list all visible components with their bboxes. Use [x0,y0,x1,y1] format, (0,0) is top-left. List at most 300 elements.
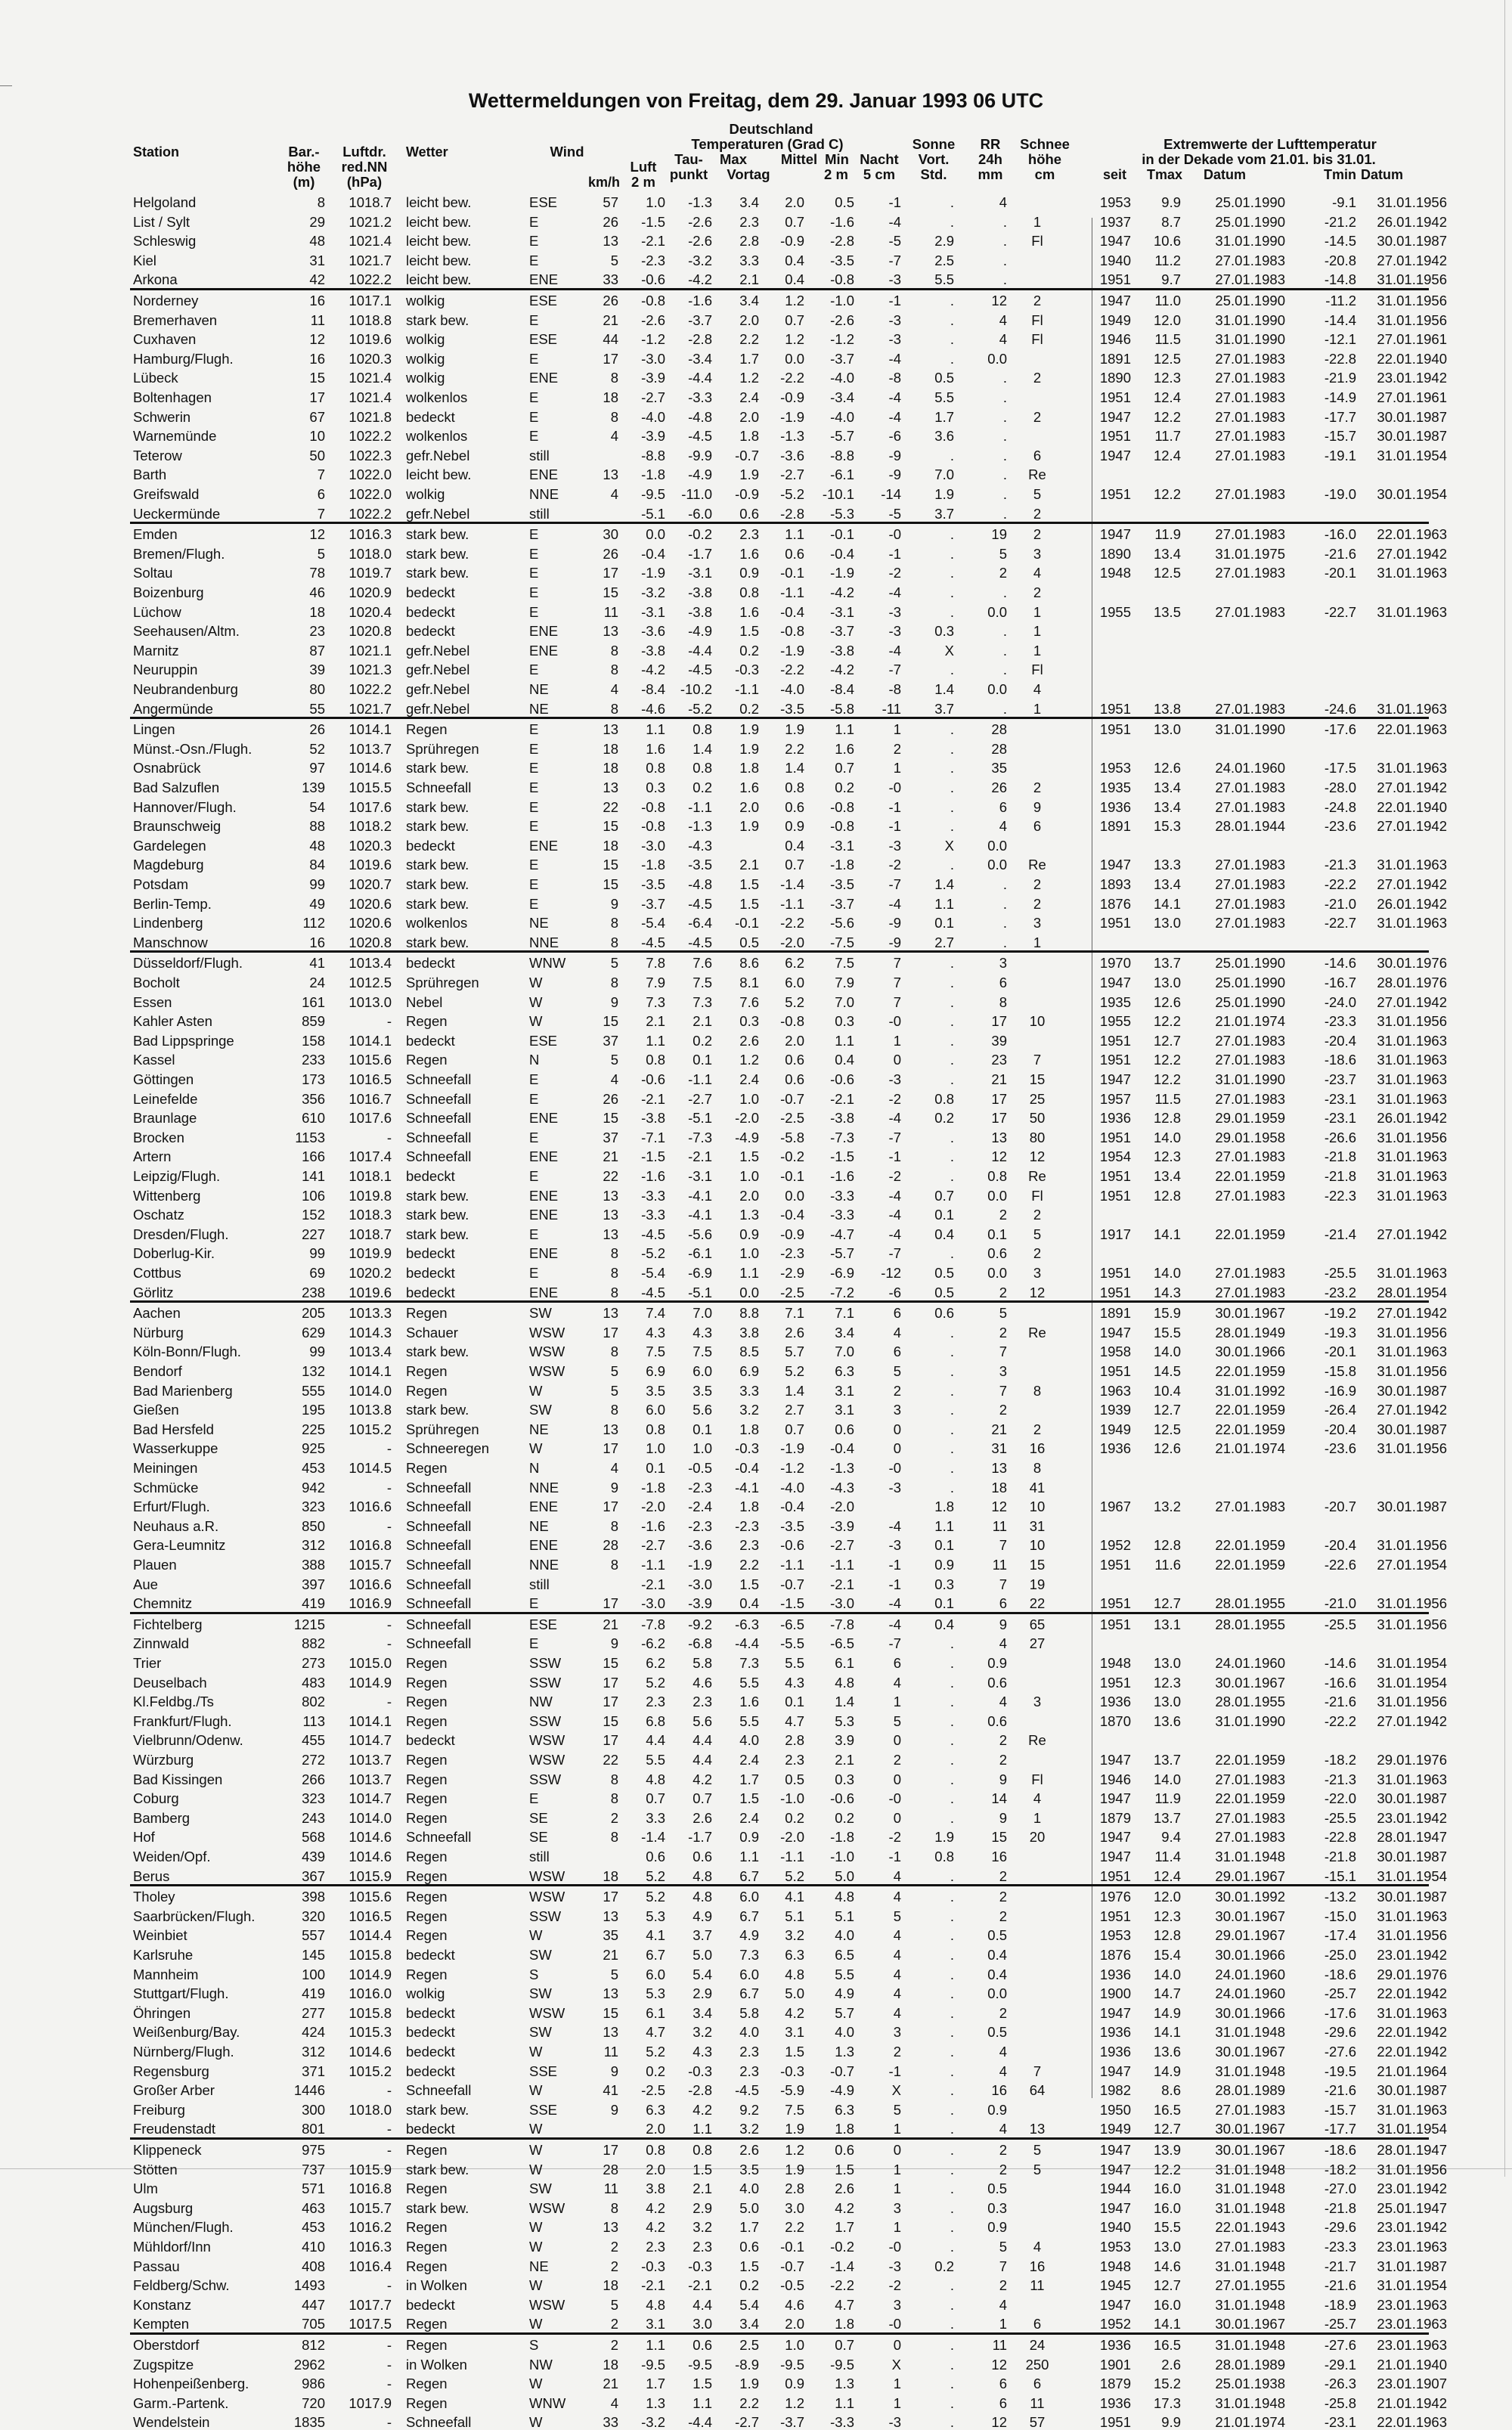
cell-barometer-height: 46 [309,584,325,600]
cell-dew-point: -2.6 [688,233,712,250]
cell-dew-point: -3.1 [688,1168,712,1184]
cell-wind-speed: 21 [603,1947,618,1963]
cell-dew-point: 1.0 [692,1440,712,1457]
cell-weather: leicht bew. [406,194,472,210]
cell-precip-24h: 7 [999,2258,1007,2274]
cell-dew-point: -1.9 [688,1557,712,1573]
cell-precip-24h: 0.9 [987,2219,1007,2236]
cell-max-prev-day: 2.2 [739,1557,759,1573]
cell-station: Zugspitze [133,2356,194,2373]
cell-station: Neuruppin [133,662,198,678]
cell-weather: Schneefall [406,1090,472,1107]
cell-tmin: -15.8 [1324,1363,1356,1379]
cell-dew-point: -3.4 [688,350,712,367]
cell-tmax: 12.0 [1153,311,1181,328]
cell-min-2m: 0.3 [835,1771,854,1787]
cell-sunshine: . [950,975,954,990]
cell-dew-point: 5.8 [692,1655,712,1671]
cell-tmax: 14.7 [1153,1985,1181,2002]
cell-weather: wolkenlos [406,428,468,445]
cell-max-prev-day: -8.9 [735,2356,759,2373]
cell-snow-depth: Re [1028,466,1046,483]
cell-mean-temp: -0.5 [780,2277,804,2294]
cell-station: Lindenberg [133,915,203,931]
cell-tmin-date: 30.01.1987 [1377,233,1447,250]
cell-tmin-date: 22.01.1942 [1377,1985,1447,2002]
cell-wind-speed: 18 [603,2277,618,2294]
cell-tmax: 13.8 [1153,700,1181,717]
cell-barometer-height: 97 [309,760,325,776]
cell-wind-speed: 17 [603,1674,618,1691]
header-schnee-2: höhe [1027,151,1062,167]
cell-wind-speed: 13 [603,1908,618,1924]
cell-pressure: 1020.6 [349,895,392,912]
cell-pressure: 1016.6 [349,1576,392,1592]
cell-tmin-date: 23.01.1942 [1377,2180,1447,2197]
cell-barometer-height: 277 [302,2004,325,2021]
cell-sunshine: 0.3 [934,623,954,640]
cell-min-2m: -3.1 [830,837,854,854]
cell-sunshine: . [950,1927,954,1944]
cell-dew-point: 0.1 [692,1421,712,1437]
cell-tmin-date: 27.01.1942 [1377,252,1447,268]
cell-weather: Regen [406,2394,448,2411]
cell-sunshine: . [950,1324,954,1341]
cell-barometer-height: 145 [302,1947,325,1963]
cell-air-temp: -0.8 [641,293,665,308]
cell-since-year: 1947 [1099,233,1131,250]
cell-wind-direction: W [529,993,543,1010]
cell-mean-temp: 2.7 [785,1402,804,1418]
cell-tmin-date: 22.01.1940 [1377,798,1447,815]
cell-since-year: 1955 [1099,603,1131,620]
cell-max-prev-day: 1.9 [739,818,759,835]
cell-tmax-date: 25.01.1990 [1215,975,1285,990]
cell-tmax: 14.1 [1153,2316,1181,2332]
cell-weather: bedeckt [406,955,455,972]
cell-tmax-date: 22.01.1959 [1215,1537,1285,1554]
cell-pressure: 1013.7 [349,1752,392,1768]
cell-mean-temp: -1.9 [780,1440,804,1457]
cell-barometer-height: 158 [302,1032,325,1049]
cell-mean-temp: 5.0 [785,1985,804,2002]
cell-air-temp: 0.8 [646,760,665,776]
cell-night-5cm: -2 [888,857,901,873]
cell-precip-24h: 2 [999,1908,1007,1924]
cell-min-2m: 0.5 [835,194,854,210]
cell-wind-direction: WSW [529,2004,565,2021]
cell-barometer-height: 1215 [293,1616,325,1632]
cell-since-year: 1949 [1099,2121,1131,2137]
cell-sunshine: . [950,1402,954,1418]
cell-station: Cuxhaven [133,331,197,348]
cell-station: Bamberg [133,1809,191,1826]
cell-wind-direction: W [529,2142,543,2158]
cell-station: Karlsruhe [133,1947,194,1963]
cell-wind-speed: 17 [603,1324,618,1341]
cell-pressure: 1019.6 [349,331,392,348]
cell-mean-temp: 1.2 [785,2142,804,2158]
cell-snow-depth: 2 [1033,895,1042,912]
cell-snow-depth: 8 [1033,1460,1042,1476]
cell-tmax: 12.3 [1153,370,1181,386]
cell-weather: Regen [406,1966,448,1982]
cell-max-prev-day: 1.5 [739,623,759,640]
cell-tmax: 14.0 [1153,1129,1181,1145]
cell-dew-point: -2.1 [688,1148,712,1165]
cell-mean-temp: 0.4 [785,271,804,288]
cell-barometer-height: 273 [302,1655,325,1671]
cell-station: Bad Salzuflen [133,780,220,795]
cell-weather: stark bew. [406,818,469,835]
cell-barometer-height: 1493 [293,2277,325,2294]
cell-tmin: -20.7 [1324,1499,1356,1515]
cell-night-5cm: 2 [893,2044,901,2060]
cell-min-2m: -1.0 [830,1849,854,1864]
cell-barometer-height: 23 [309,623,325,640]
cell-tmin: -23.7 [1324,1071,1356,1087]
cell-tmax: 12.7 [1153,1402,1181,1418]
cell-dew-point: -4.9 [688,466,712,483]
cell-tmax-date: 27.01.1983 [1215,857,1285,873]
cell-wind-direction: SSW [529,1655,562,1671]
cell-tmax-date: 27.01.1983 [1215,1284,1285,1300]
cell-air-temp: 1.1 [646,2337,665,2353]
cell-wind-speed: 11 [603,2044,618,2060]
cell-weather: Schneefall [406,1148,472,1165]
cell-tmax-date: 22.01.1959 [1215,1790,1285,1807]
cell-mean-temp: 5.2 [785,1867,804,1884]
cell-mean-temp: -3.5 [780,1517,804,1534]
cell-min-2m: -2.8 [830,233,854,250]
cell-max-prev-day: 2.4 [739,1752,759,1768]
cell-weather: Regen [406,2180,448,2197]
cell-since-year: 1951 [1099,721,1131,738]
cell-tmax: 9.9 [1161,194,1181,210]
cell-air-temp: -1.1 [641,1557,665,1573]
cell-tmin: -21.8 [1324,1168,1356,1184]
cell-wind-direction: W [529,975,543,990]
cell-tmin-date: 31.01.1963 [1377,603,1447,620]
cell-min-2m: 0.6 [835,1421,854,1437]
cell-wind-direction: still [529,505,550,522]
cell-snow-depth: 25 [1029,1090,1046,1107]
cell-wind-speed: 13 [603,466,618,483]
cell-mean-temp: 2.0 [785,1032,804,1049]
cell-air-temp: 4.2 [646,2219,665,2236]
cell-air-temp: 7.4 [646,1305,665,1322]
cell-pressure: 1022.2 [349,505,392,522]
cell-min-2m: -1.5 [830,1148,854,1165]
cell-precip-24h: . [1002,662,1007,678]
cell-dew-point: 3.2 [692,2024,712,2041]
cell-night-5cm: 1 [893,2394,901,2411]
cell-pressure: - [386,2277,392,2294]
cell-tmax: 11.5 [1154,331,1181,348]
cell-station: Lingen [133,721,175,738]
cell-precip-24h: . [1002,233,1007,250]
cell-tmax: 13.0 [1153,975,1181,990]
cell-air-temp: -1.5 [641,1148,665,1165]
cell-precip-24h: 13 [991,1129,1007,1145]
cell-precip-24h: 9 [999,1809,1007,1826]
cell-mean-temp: -1.4 [780,876,804,892]
cell-snow-depth: 1 [1033,623,1042,640]
cell-since-year: 1935 [1099,780,1131,795]
cell-air-temp: -0.3 [641,2258,665,2274]
cell-min-2m: 6.5 [835,1947,854,1963]
cell-min-2m: -5.7 [830,428,854,445]
cell-max-prev-day: 6.9 [739,1363,759,1379]
cell-barometer-height: 205 [302,1305,325,1322]
cell-wind-direction: SSE [529,2101,558,2118]
cell-tmax: 14.1 [1153,2024,1181,2041]
cell-tmax-date: 25.01.1990 [1215,213,1285,230]
cell-dew-point: -1.1 [688,1071,712,1087]
cell-air-temp: 0.1 [646,1460,665,1476]
cell-tmin: -22.3 [1324,1187,1356,1204]
cell-wind-direction: ESE [529,331,558,348]
cell-max-prev-day: 7.6 [739,993,759,1010]
cell-night-5cm: -3 [888,623,901,640]
header-bar-1: Bar.- [288,144,320,160]
cell-since-year: 1901 [1099,2356,1131,2373]
cell-mean-temp: 1.0 [785,2337,804,2353]
cell-min-2m: -0.4 [830,545,854,562]
cell-precip-24h: 0.1 [987,1226,1007,1242]
cell-sunshine: 0.6 [934,1305,954,1322]
cell-air-temp: 3.1 [646,2316,665,2332]
cell-station: Bremerhaven [133,311,218,328]
cell-mean-temp: 7.5 [785,2101,804,2118]
cell-dew-point: -2.3 [688,1479,712,1496]
cell-air-temp: -3.7 [641,895,665,912]
cell-sunshine: 3.7 [934,700,954,717]
cell-since-year: 1950 [1099,2101,1131,2118]
cell-barometer-height: 323 [302,1499,325,1515]
cell-pressure: 1015.7 [349,1557,392,1573]
cell-weather: bedeckt [406,623,455,640]
cell-min-2m: -1.9 [830,565,854,581]
cell-max-prev-day: 1.7 [739,1771,759,1787]
page-title: Wettermeldungen von Freitag, dem 29. Januar 1993 06 UTC [468,89,1044,112]
cell-dew-point: -5.1 [688,1110,712,1127]
cell-station: Deuselbach [133,1674,207,1691]
cell-pressure: 1014.9 [349,1674,392,1691]
cell-max-prev-day: 2.4 [739,389,759,405]
cell-precip-24h: 28 [991,740,1007,757]
cell-station: Münst.-Osn./Flugh. [133,740,253,757]
cell-station: Barth [133,466,167,483]
cell-precip-24h: 4 [999,1635,1007,1652]
cell-pressure: 1021.4 [349,233,392,250]
cell-precip-24h: 19 [991,526,1007,543]
cell-mean-temp: 1.1 [785,526,804,543]
cell-tmax-date: 25.01.1938 [1215,2376,1285,2392]
cell-pressure: 1018.7 [349,1226,392,1242]
cell-tmin-date: 31.01.1956 [1377,1129,1447,1145]
cell-tmax-date: 27.01.1983 [1215,526,1285,543]
cell-night-5cm: -5 [888,505,901,522]
cell-weather: Regen [406,1460,448,1476]
cell-tmax-date: 24.01.1960 [1215,760,1285,776]
cell-snow-depth: 6 [1033,2376,1042,2392]
cell-dew-point: -4.5 [688,428,712,445]
cell-tmin: -20.4 [1324,1421,1356,1437]
cell-tmin: -29.6 [1324,2219,1356,2236]
cell-station: Stuttgart/Flugh. [133,1985,229,2002]
cell-dew-point: 4.4 [692,1732,712,1749]
cell-tmax-date: 29.01.1959 [1215,1110,1285,1127]
cell-mean-temp: -0.1 [780,565,804,581]
cell-sunshine: . [950,1889,954,1905]
cell-min-2m: -3.1 [830,603,854,620]
cell-air-temp: -4.6 [641,700,665,717]
cell-sunshine: . [950,331,954,348]
cell-weather: Regen [406,1712,448,1729]
cell-tmin-date: 31.01.1963 [1377,1071,1447,1087]
cell-tmin-date: 31.01.1963 [1377,1168,1447,1184]
cell-air-temp: 1.0 [646,1440,665,1457]
cell-tmax: 13.7 [1153,955,1181,972]
cell-station: Soltau [133,565,173,581]
cell-tmax: 15.4 [1153,1947,1181,1963]
cell-mean-temp: 0.0 [785,1187,804,1204]
cell-min-2m: 3.1 [835,1382,854,1399]
cell-mean-temp: -0.9 [780,389,804,405]
cell-tmax: 11.9 [1154,1790,1181,1807]
cell-air-temp: 0.3 [646,780,665,795]
cell-station: Bad Hersfeld [133,1421,214,1437]
cell-tmax-date: 30.01.1966 [1215,1947,1285,1963]
cell-tmax: 12.8 [1153,1110,1181,1127]
cell-night-5cm: 0 [893,1732,901,1749]
cell-station: Bremen/Flugh. [133,545,225,562]
cell-wind-direction: WSW [529,1344,565,1360]
cell-min-2m: -2.6 [830,311,854,328]
cell-weather: Schneefall [406,1616,472,1632]
cell-night-5cm: -6 [888,1284,901,1300]
cell-air-temp: -2.0 [641,1499,665,1515]
cell-since-year: 1948 [1099,1655,1131,1671]
header-tmin: Tmin [1324,167,1356,182]
cell-precip-24h: 5 [999,2239,1007,2255]
cell-tmin-date: 27.01.1942 [1377,818,1447,835]
cell-wind-speed: 13 [603,623,618,640]
cell-wind-direction: W [529,2239,543,2255]
header-wind: Wind [550,144,584,160]
cell-tmin: -12.1 [1324,331,1356,348]
cell-pressure: 1018.1 [349,1168,392,1184]
cell-max-prev-day: 1.0 [739,1168,759,1184]
cell-night-5cm: -7 [888,1129,901,1145]
cell-precip-24h: 16 [991,2082,1007,2099]
cell-min-2m: 0.2 [835,1809,854,1826]
cell-night-5cm: 6 [893,1305,901,1322]
cell-night-5cm: -0 [888,2239,901,2255]
cell-barometer-height: 16 [309,293,325,308]
cell-min-2m: 4.8 [835,1889,854,1905]
cell-night-5cm: -1 [888,798,901,815]
cell-night-5cm: -3 [888,331,901,348]
cell-snow-depth: 4 [1033,565,1042,581]
cell-air-temp: 0.6 [646,1849,665,1864]
cell-min-2m: 5.5 [835,1966,854,1982]
cell-air-temp: -3.8 [641,642,665,659]
cell-air-temp: 1.1 [646,1032,665,1049]
cell-min-2m: -0.8 [830,271,854,288]
cell-weather: wolkenlos [406,389,468,405]
cell-dew-point: 5.4 [692,1966,712,1982]
cell-night-5cm: 1 [893,2180,901,2197]
cell-tmin-date: 23.01.1942 [1377,2219,1447,2236]
cell-min-2m: -4.0 [830,370,854,386]
cell-dew-point: 0.7 [692,1790,712,1807]
cell-weather: gefr.Nebel [406,662,470,678]
cell-sunshine: . [950,2180,954,2197]
cell-min-2m: 2.6 [835,2180,854,2197]
cell-sunshine: . [950,2101,954,2118]
cell-wind-direction: N [529,1460,540,1476]
cell-weather: stark bew. [406,895,469,912]
cell-night-5cm: -2 [888,2277,901,2294]
cell-max-prev-day: -0.7 [735,447,759,463]
cell-max-prev-day: 8.1 [739,975,759,990]
cell-precip-24h: 0.4 [987,1947,1007,1963]
cell-max-prev-day: 7.3 [739,1947,759,1963]
cell-tmin-date: 30.01.1987 [1377,1421,1447,1437]
cell-wind-speed: 13 [603,1985,618,2002]
cell-barometer-height: 568 [302,1829,325,1846]
cell-wind-speed: 17 [603,565,618,581]
cell-since-year: 1944 [1099,2180,1131,2197]
cell-dew-point: 2.3 [692,1694,712,1710]
cell-night-5cm: -14 [881,486,901,502]
cell-since-year: 1876 [1099,895,1131,912]
cell-tmin: -17.7 [1324,408,1356,425]
cell-station: Kassel [133,1052,175,1068]
cell-pressure: 1021.7 [349,700,392,717]
cell-mean-temp: 0.8 [785,780,804,795]
cell-dew-point: -2.7 [688,1090,712,1107]
cell-pressure: 1021.2 [349,213,392,230]
cell-night-5cm: 0 [893,2142,901,2158]
cell-wind-speed: 13 [603,1187,618,1204]
cell-tmin: -19.1 [1324,447,1356,463]
cell-tmin: -13.2 [1324,1889,1356,1905]
cell-night-5cm: -1 [888,1576,901,1592]
cell-station: Braunlage [133,1110,197,1127]
cell-dew-point: 1.5 [692,2376,712,2392]
cell-tmin: -21.6 [1324,2082,1356,2099]
cell-tmax-date: 31.01.1948 [1215,2024,1285,2041]
cell-tmin-date: 31.01.1956 [1377,1537,1447,1554]
cell-tmax: 14.3 [1153,1284,1181,1300]
cell-since-year: 1947 [1099,2063,1131,2079]
cell-dew-point: 7.0 [692,1305,712,1322]
cell-tmax: 8.6 [1161,2082,1181,2099]
cell-barometer-height: 424 [302,2024,325,2041]
cell-precip-24h: . [1002,447,1007,463]
cell-weather: Schneefall [406,1129,472,1145]
cell-tmax: 12.5 [1153,565,1181,581]
cell-tmin-date: 31.01.1963 [1377,1148,1447,1165]
cell-since-year: 1949 [1099,1421,1131,1437]
cell-station: Helgoland [133,194,197,210]
cell-night-5cm: 3 [893,1402,901,1418]
cell-precip-24h: 0.9 [987,1655,1007,1671]
cell-wind-speed: 41 [603,2082,618,2099]
